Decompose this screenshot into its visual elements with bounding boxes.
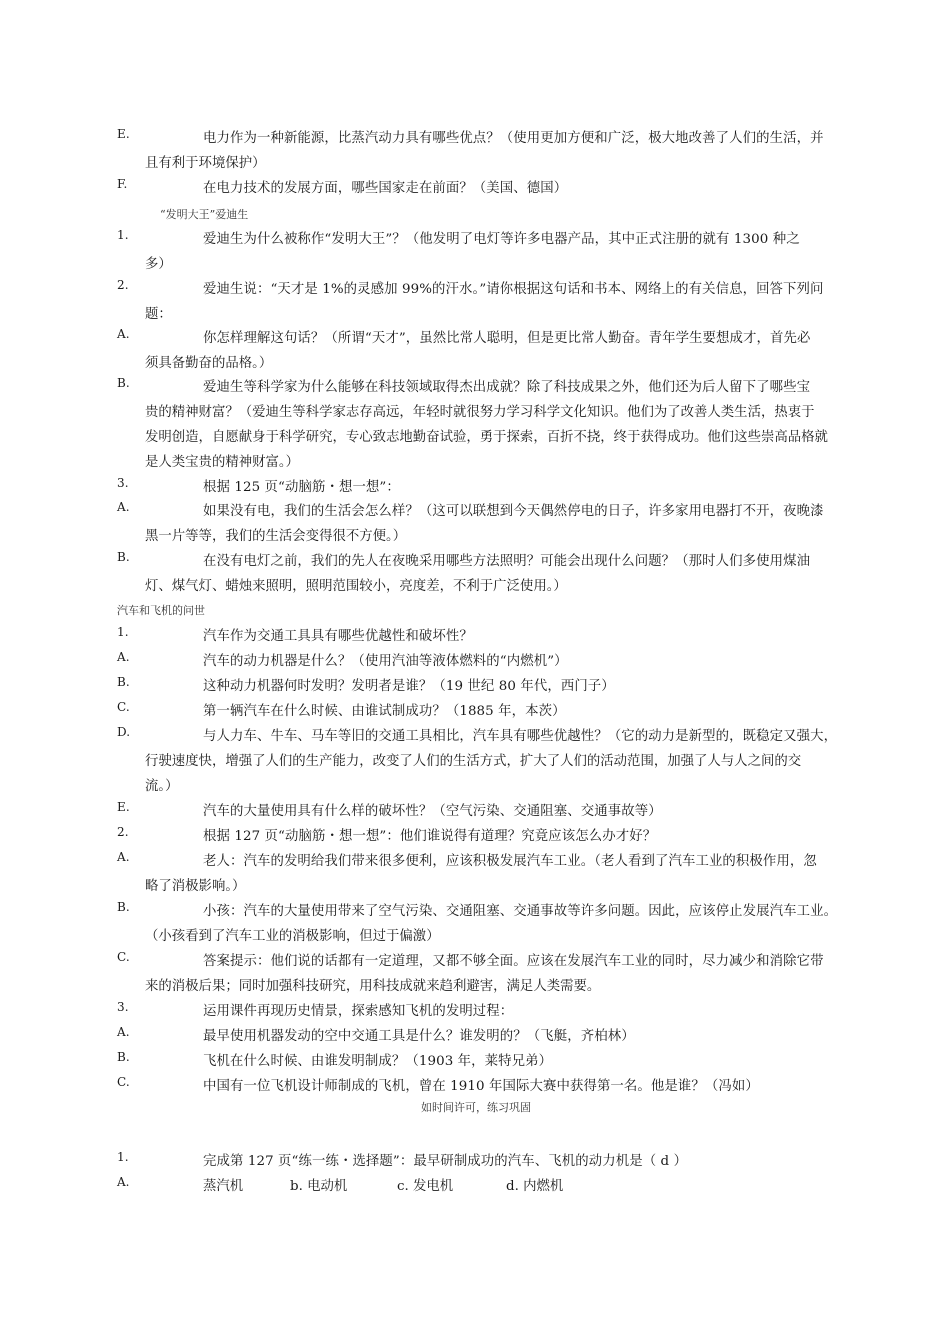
list-item-text: 在没有电灯之前，我们的先人在夜晚采用哪些方法照明？可能会出现什么问题？（那时人们多使用煤油 [203,554,811,569]
list-item-text: 根据 127 页“动脑筋・想一想”：他们谁说得有道理？究竟应该怎么办才好？ [203,829,657,844]
list-item [0,850,950,870]
list-item-continuation: 流。） [145,779,179,794]
option-c: c. 发电机 [397,1179,454,1194]
list-item-text: 根据 125 页“动脑筋・想一想”： [203,480,400,495]
list-item [0,278,950,298]
list-item-continuation: 须具备勤奋的品格。） [145,356,273,371]
list-marker: D. [117,725,131,739]
list-item-text: 小孩：汽车的大量使用带来了空气污染、交通阻塞、交通事故等许多问题。因此，应该停止发展汽车工业。 [203,904,838,919]
option-d: d. 内燃机 [506,1179,564,1194]
list-item-text: 电力作为一种新能源，比蒸汽动力具有哪些优点？（使用更加方便和广泛，极大地改善了人们的生活，并 [203,131,824,146]
list-item-continuation: 来的消极后果；同时加强科技研究，用科技成就来趋利避害，满足人类需要。 [145,979,601,994]
list-item [0,127,950,147]
list-item-text: 完成第 127 页“练一练・选择题”：最早研制成功的汽车、飞机的动力机是（ d ） [203,1154,688,1169]
list-item [0,476,950,496]
list-item-text: 汽车的大量使用具有什么样的破坏性？（空气污染、交通阻塞、交通事故等） [203,804,662,819]
list-item [0,1050,950,1070]
list-marker: A. [117,1175,130,1189]
section-heading: “发明大王”爱迪生 [160,208,249,221]
list-item-continuation: 多） [145,257,172,272]
list-marker: 2. [117,825,129,839]
list-marker: C. [117,950,130,964]
list-item [0,675,950,695]
list-marker: F. [117,177,128,191]
list-item-text: 爱迪生说：“天才是 1%的灵感加 99%的汗水。”请你根据这句话和书本、网络上的有关信息，回答下列问 [203,282,824,297]
list-item-text: 中国有一位飞机设计师制成的飞机，曾在 1910 年国际大赛中获得第一名。他是谁？（冯如） [203,1079,759,1094]
list-item-continuation: 略了消极影响。） [145,879,246,894]
list-item-continuation: 灯、煤气灯、蜡烛来照明，照明范围较小，亮度差，不利于广泛使用。） [145,579,567,594]
list-item [0,900,950,920]
list-item [0,228,950,248]
list-marker: B. [117,376,130,390]
answer-options [0,1175,950,1195]
list-item [0,177,950,197]
list-marker: 1. [117,625,129,639]
list-marker: B. [117,900,130,914]
list-marker: 3. [117,476,129,490]
list-item [0,700,950,720]
list-item-text: 你怎样理解这句话？（所谓“天才”，虽然比常人聪明，但是更比常人勤奋。青年学生要想成才，首先必 [203,331,811,346]
list-item-continuation: 黑一片等等，我们的生活会变得很不方便。） [145,529,407,544]
list-item-continuation: 贵的精神财富？（爱迪生等科学家志存高远，年轻时就很努力学习科学文化知识。他们为了改善人类生活，热衷于 [145,405,815,420]
list-marker: B. [117,1050,130,1064]
list-item-text: 运用课件再现历史情景，探索感知飞机的发明过程： [203,1004,514,1019]
list-item [0,1000,950,1020]
list-item-text: 答案提示：他们说的话都有一定道理，又都不够全面。应该在发展汽车工业的同时，尽力减少和消除它带 [203,954,824,969]
list-marker: 1. [117,228,129,242]
list-item-text: 如果没有电，我们的生活会怎么样？（这可以联想到今天偶然停电的日子，许多家用电器打不开，夜晚漆 [203,504,824,519]
list-item-text: 第一辆汽车在什么时候、由谁试制成功？（1885 年，本茨） [203,704,566,719]
list-item-text: 老人：汽车的发明给我们带来很多便利，应该积极发展汽车工业。（老人看到了汽车工业的积极作用，忽 [203,854,817,869]
list-item [0,327,950,347]
list-item-continuation: （小孩看到了汽车工业的消极影响，但过于偏激） [145,929,440,944]
list-item [0,1150,950,1170]
list-marker: A. [117,850,130,864]
list-item-continuation: 题： [145,307,172,322]
option-b: b. 电动机 [290,1179,348,1194]
list-item-text: 汽车的动力机器是什么？（使用汽油等液体燃料的“内燃机”） [203,654,568,669]
list-marker: E. [117,800,130,814]
list-item-continuation: 发明创造，自愿献身于科学研究，专心致志地勤奋试验，勇于探索，百折不挠，终于获得成功。他们这些崇高品格就 [145,430,828,445]
list-item [0,625,950,645]
section-heading: 汽车和飞机的问世 [117,604,205,617]
list-marker: C. [117,1075,130,1089]
list-marker: 2. [117,278,129,292]
option-a: 蒸汽机 [203,1179,244,1194]
list-item-text: 最早使用机器发动的空中交通工具是什么？谁发明的？（飞艇，齐柏林） [203,1029,635,1044]
list-item [0,550,950,570]
list-item-text: 爱迪生为什么被称作“发明大王”？（他发明了电灯等许多电器产品，其中正式注册的就有 1300 种之 [203,232,800,247]
list-marker: A. [117,650,130,664]
list-item-text: 爱迪生等科学家为什么能够在科技领域取得杰出成就？除了科技成果之外，他们还为后人留下了哪些宝 [203,380,811,395]
list-item-text: 与人力车、牛车、马车等旧的交通工具相比，汽车具有哪些优越性？（它的动力是新型的，既稳定又强大， [203,729,838,744]
list-marker: B. [117,675,130,689]
list-item [0,376,950,396]
list-item [0,800,950,820]
list-item-text: 飞机在什么时候、由谁发明制成？（1903 年，莱特兄弟） [203,1054,553,1069]
list-marker: E. [117,127,130,141]
list-item-continuation: 行驶速度快，增强了人们的生产能力，改变了人们的生活方式，扩大了人们的活动范围，加强了人与人之间的交 [145,754,802,769]
list-item [0,725,950,745]
section-heading: 如时间许可，练习巩固 [421,1101,531,1114]
list-marker: 3. [117,1000,129,1014]
list-item-continuation: 且有利于环境保护） [145,156,266,171]
list-marker: A. [117,327,130,341]
list-item [0,1025,950,1045]
list-item [0,650,950,670]
list-marker: C. [117,700,130,714]
list-item [0,950,950,970]
list-item-text: 汽车作为交通工具具有哪些优越性和破坏性？ [203,629,473,644]
list-item-continuation: 是人类宝贵的精神财富。） [145,455,299,470]
list-item [0,1075,950,1095]
list-item [0,825,950,845]
list-marker: A. [117,500,130,514]
list-item-text: 这种动力机器何时发明？发明者是谁？（19 世纪 80 年代，西门子） [203,679,615,694]
list-item-text: 在电力技术的发展方面，哪些国家走在前面？（美国、德国） [203,181,568,196]
list-marker: 1. [117,1150,129,1164]
list-marker: B. [117,550,130,564]
list-marker: A. [117,1025,130,1039]
list-item [0,500,950,520]
